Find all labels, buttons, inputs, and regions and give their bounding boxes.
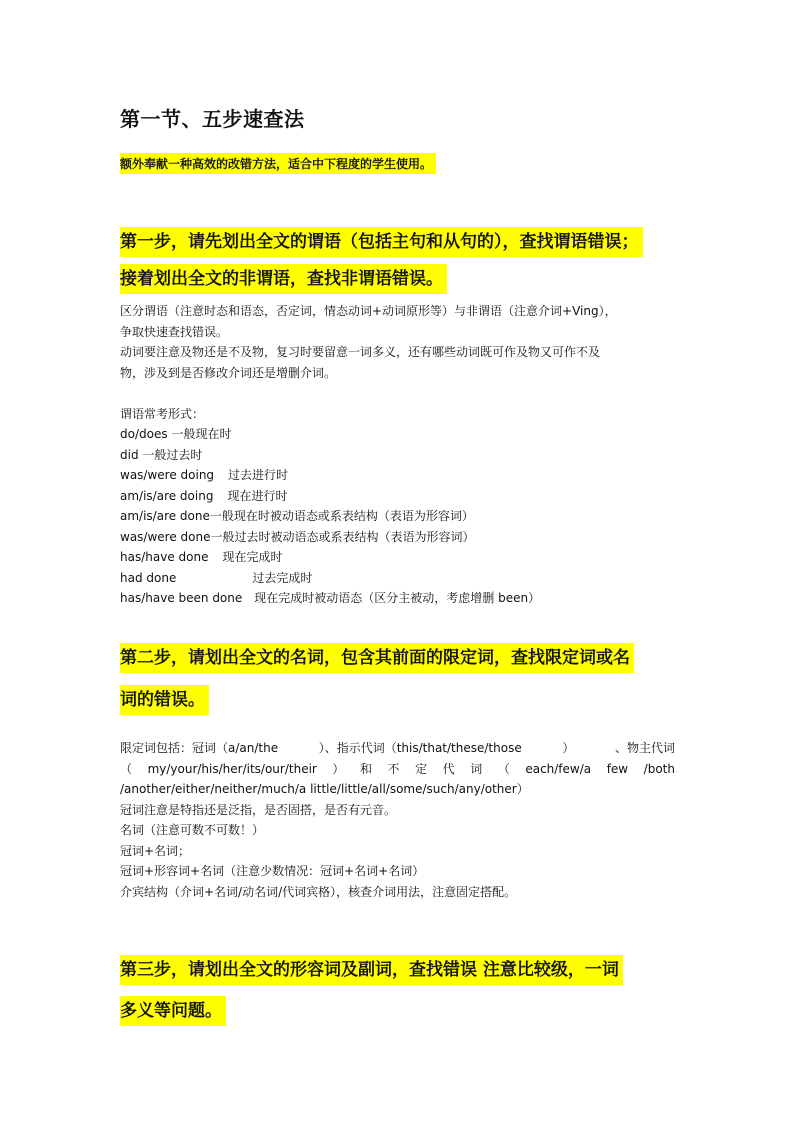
form-name: am/is/are done — [120, 509, 210, 523]
form-name: has/have done — [120, 550, 209, 564]
step3-heading-line2: 多义等问题。 — [120, 996, 226, 1026]
form-row — [120, 527, 617, 548]
determiner-line: 限定词包括：冠词（a/an/the ）、指示代词（this/that/these/those ） 、物主代词 — [120, 741, 675, 755]
determiner-line: /another/either/neither/much/a little/little/all/some/such/any/other） — [120, 782, 529, 796]
step2-body-line: 名词（注意可数不可数！） — [120, 823, 265, 837]
step1-body — [120, 301, 617, 609]
step1-heading-line1: 第一步，请先划出全文的谓语（包括主句和从句的），查找谓语错误； — [120, 227, 643, 257]
step2-body-line: 冠词+形容词+名词（注意少数情况：冠词+名词+名词） — [120, 864, 425, 878]
step1-body-line: 争取快速查找错误。 — [120, 324, 229, 339]
form-name: has/have been done — [120, 591, 243, 605]
form-row — [120, 588, 617, 609]
intro-note: 额外奉献一种高效的改错方法，适合中下程度的学生使用。 — [120, 153, 436, 174]
step1-heading-line2: 接着划出全文的非谓语，查找非谓语错误。 — [120, 264, 447, 294]
form-row — [120, 465, 617, 486]
step2-body-line: 冠词+名词； — [120, 843, 191, 858]
form-meaning: 现在完成时被动语态（区分主被动，考虑增删 been） — [254, 591, 541, 605]
step1-body-line: 区分谓语（注意时态和语态，否定词，情态动词+动词原形等）与非谓语（注意介词+Ving）， — [120, 304, 617, 318]
step2-body-line: 冠词注意是特指还是泛指，是否固搭，是否有元音。 — [120, 802, 397, 817]
step2-body — [120, 738, 675, 902]
form-row — [120, 445, 617, 466]
form-meaning: 一般过去时 — [142, 447, 203, 462]
form-meaning: 现在完成时 — [222, 550, 283, 564]
form-row — [120, 506, 617, 527]
step1-body-line: 物，涉及到是否修改介词还是增删介词。 — [120, 365, 337, 380]
form-row — [120, 547, 617, 568]
form-name: was/were done — [120, 529, 211, 544]
step2-body-line: 介宾结构（介词+名词/动名词/代词宾格），核查介词用法，注意固定搭配。 — [120, 884, 517, 899]
step1-body-line: 动词要注意及物还是不及物，复习时要留意一词多义，还有哪些动词既可作及物又可作不及 — [120, 345, 601, 359]
form-meaning: 一般现在时 — [171, 427, 232, 441]
step3-heading-line1: 第三步，请划出全文的形容词及副词，查找错误 注意比较级，一词 — [120, 955, 623, 985]
step2-heading-line1: 第二步，请划出全文的名词，包含其前面的限定词，查找限定词或名 — [120, 643, 634, 673]
form-row — [120, 486, 617, 507]
form-meaning: 现在进行时 — [227, 488, 288, 503]
form-name: was/were doing — [120, 468, 215, 482]
form-meaning: 过去进行时 — [228, 468, 289, 482]
form-name: am/is/are doing — [120, 488, 214, 503]
form-meaning: 一般过去时被动语态或系表结构（表语为形容词） — [210, 529, 475, 544]
form-row — [120, 424, 617, 445]
form-name: do/does — [120, 427, 168, 441]
form-meaning: 过去完成时 — [252, 570, 313, 585]
form-row — [120, 568, 617, 589]
form-name: had done — [120, 570, 177, 585]
form-meaning: 一般现在时被动语态或系表结构（表语为形容词） — [209, 509, 474, 523]
determiner-line: （ my/your/his/her/its/our/their ） 和 不 定 代 词 （ each/few/a few /both — [120, 761, 675, 776]
forms-title: 谓语常考形式： — [120, 406, 205, 421]
step2-heading-line2: 词的错误。 — [120, 685, 209, 715]
form-name: did — [120, 447, 139, 462]
section-title: 第一节、五步速查法 — [120, 107, 305, 131]
